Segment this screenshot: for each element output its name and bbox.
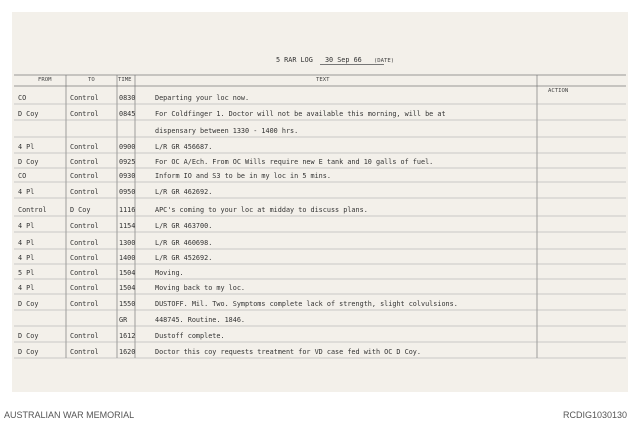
row-time: 1504: [119, 284, 136, 292]
row-from: 4 Pl: [18, 143, 35, 151]
col-text: TEXT: [316, 77, 330, 83]
row-to: D Coy: [70, 206, 91, 214]
row-time: 1612: [119, 332, 136, 340]
footer-reference: RCDIG1030130: [563, 410, 628, 420]
row-text: Doctor this coy requests treatment for VD case fed with OC D Coy.: [155, 348, 421, 356]
row-time: 1300: [119, 239, 136, 247]
row-text: L/R GR 463700.: [155, 222, 213, 230]
row-time: 0830: [119, 94, 136, 102]
row-to: Control: [70, 284, 99, 292]
row-to: Control: [70, 172, 99, 180]
row-to: Control: [70, 158, 99, 166]
footer-institution: AUSTRALIAN WAR MEMORIAL: [4, 410, 135, 420]
row-from: D Coy: [18, 332, 39, 340]
date-underline: [320, 64, 384, 65]
row-to: Control: [70, 239, 99, 247]
row-from: 4 Pl: [18, 222, 35, 230]
row-to: Control: [70, 254, 99, 262]
row-from: D Coy: [18, 158, 39, 166]
row-text: L/R GR 452692.: [155, 254, 213, 262]
row-time: 0950: [119, 188, 136, 196]
row-text: L/R GR 460698.: [155, 239, 213, 247]
row-from: D Coy: [18, 348, 39, 356]
row-from: 4 Pl: [18, 239, 35, 247]
unit-name: 5 RAR LOG: [276, 56, 313, 64]
row-time: 0845: [119, 110, 136, 118]
row-text: L/R GR 456687.: [155, 143, 213, 151]
row-from: 4 Pl: [18, 254, 35, 262]
row-to: Control: [70, 332, 99, 340]
col-time: TIME: [118, 77, 132, 83]
row-to: Control: [70, 188, 99, 196]
row-to: Control: [70, 269, 99, 277]
col-from: FROM: [38, 77, 52, 83]
row-text: DUSTOFF. Mil. Two. Symptoms complete lack of strength, slight colvulsions.: [155, 300, 458, 308]
row-to: Control: [70, 143, 99, 151]
row-from: CO: [18, 94, 27, 102]
row-text: Moving.: [155, 269, 184, 277]
col-action: ACTION: [548, 88, 569, 94]
row-from: 5 Pl: [18, 269, 35, 277]
row-text: L/R GR 462692.: [155, 188, 213, 196]
row-time: 1620: [119, 348, 136, 356]
row-from: D Coy: [18, 110, 39, 118]
row-from: D Coy: [18, 300, 39, 308]
row-text: For Coldfinger 1. Doctor will not be available this morning, will be at: [155, 110, 446, 118]
row-time: 0925: [119, 158, 136, 166]
row-text: APC's coming to your loc at midday to discuss plans.: [155, 206, 368, 214]
row-time: 1550: [119, 300, 136, 308]
row-text: Dustoff complete.: [155, 332, 225, 340]
row-time: GR: [119, 316, 128, 324]
row-time: 1116: [119, 206, 136, 214]
row-time: 1154: [119, 222, 136, 230]
row-from: Control: [18, 206, 47, 214]
row-text: dispensary between 1330 - 1400 hrs.: [155, 127, 299, 135]
row-text: For OC A/Ech. From OC Wills require new E tank and 10 galls of fuel.: [155, 158, 434, 166]
row-to: Control: [70, 348, 99, 356]
row-to: Control: [70, 94, 99, 102]
row-text: 448745. Routine. 1846.: [155, 316, 246, 324]
col-to: TO: [88, 77, 95, 83]
row-text: Departing your loc now.: [155, 94, 250, 102]
row-text: Inform IO and S3 to be in my loc in 5 mins.: [155, 172, 331, 180]
date-label: (DATE): [373, 58, 395, 64]
row-from: CO: [18, 172, 27, 180]
row-to: Control: [70, 110, 99, 118]
row-to: Control: [70, 300, 99, 308]
row-time: 1504: [119, 269, 136, 277]
row-time: 0930: [119, 172, 136, 180]
log-date: 30 Sep 66: [324, 56, 362, 64]
row-from: 4 Pl: [18, 284, 35, 292]
row-text: Moving back to my loc.: [155, 284, 246, 292]
row-time: 0900: [119, 143, 136, 151]
row-from: 4 Pl: [18, 188, 35, 196]
row-to: Control: [70, 222, 99, 230]
row-time: 1400: [119, 254, 136, 262]
